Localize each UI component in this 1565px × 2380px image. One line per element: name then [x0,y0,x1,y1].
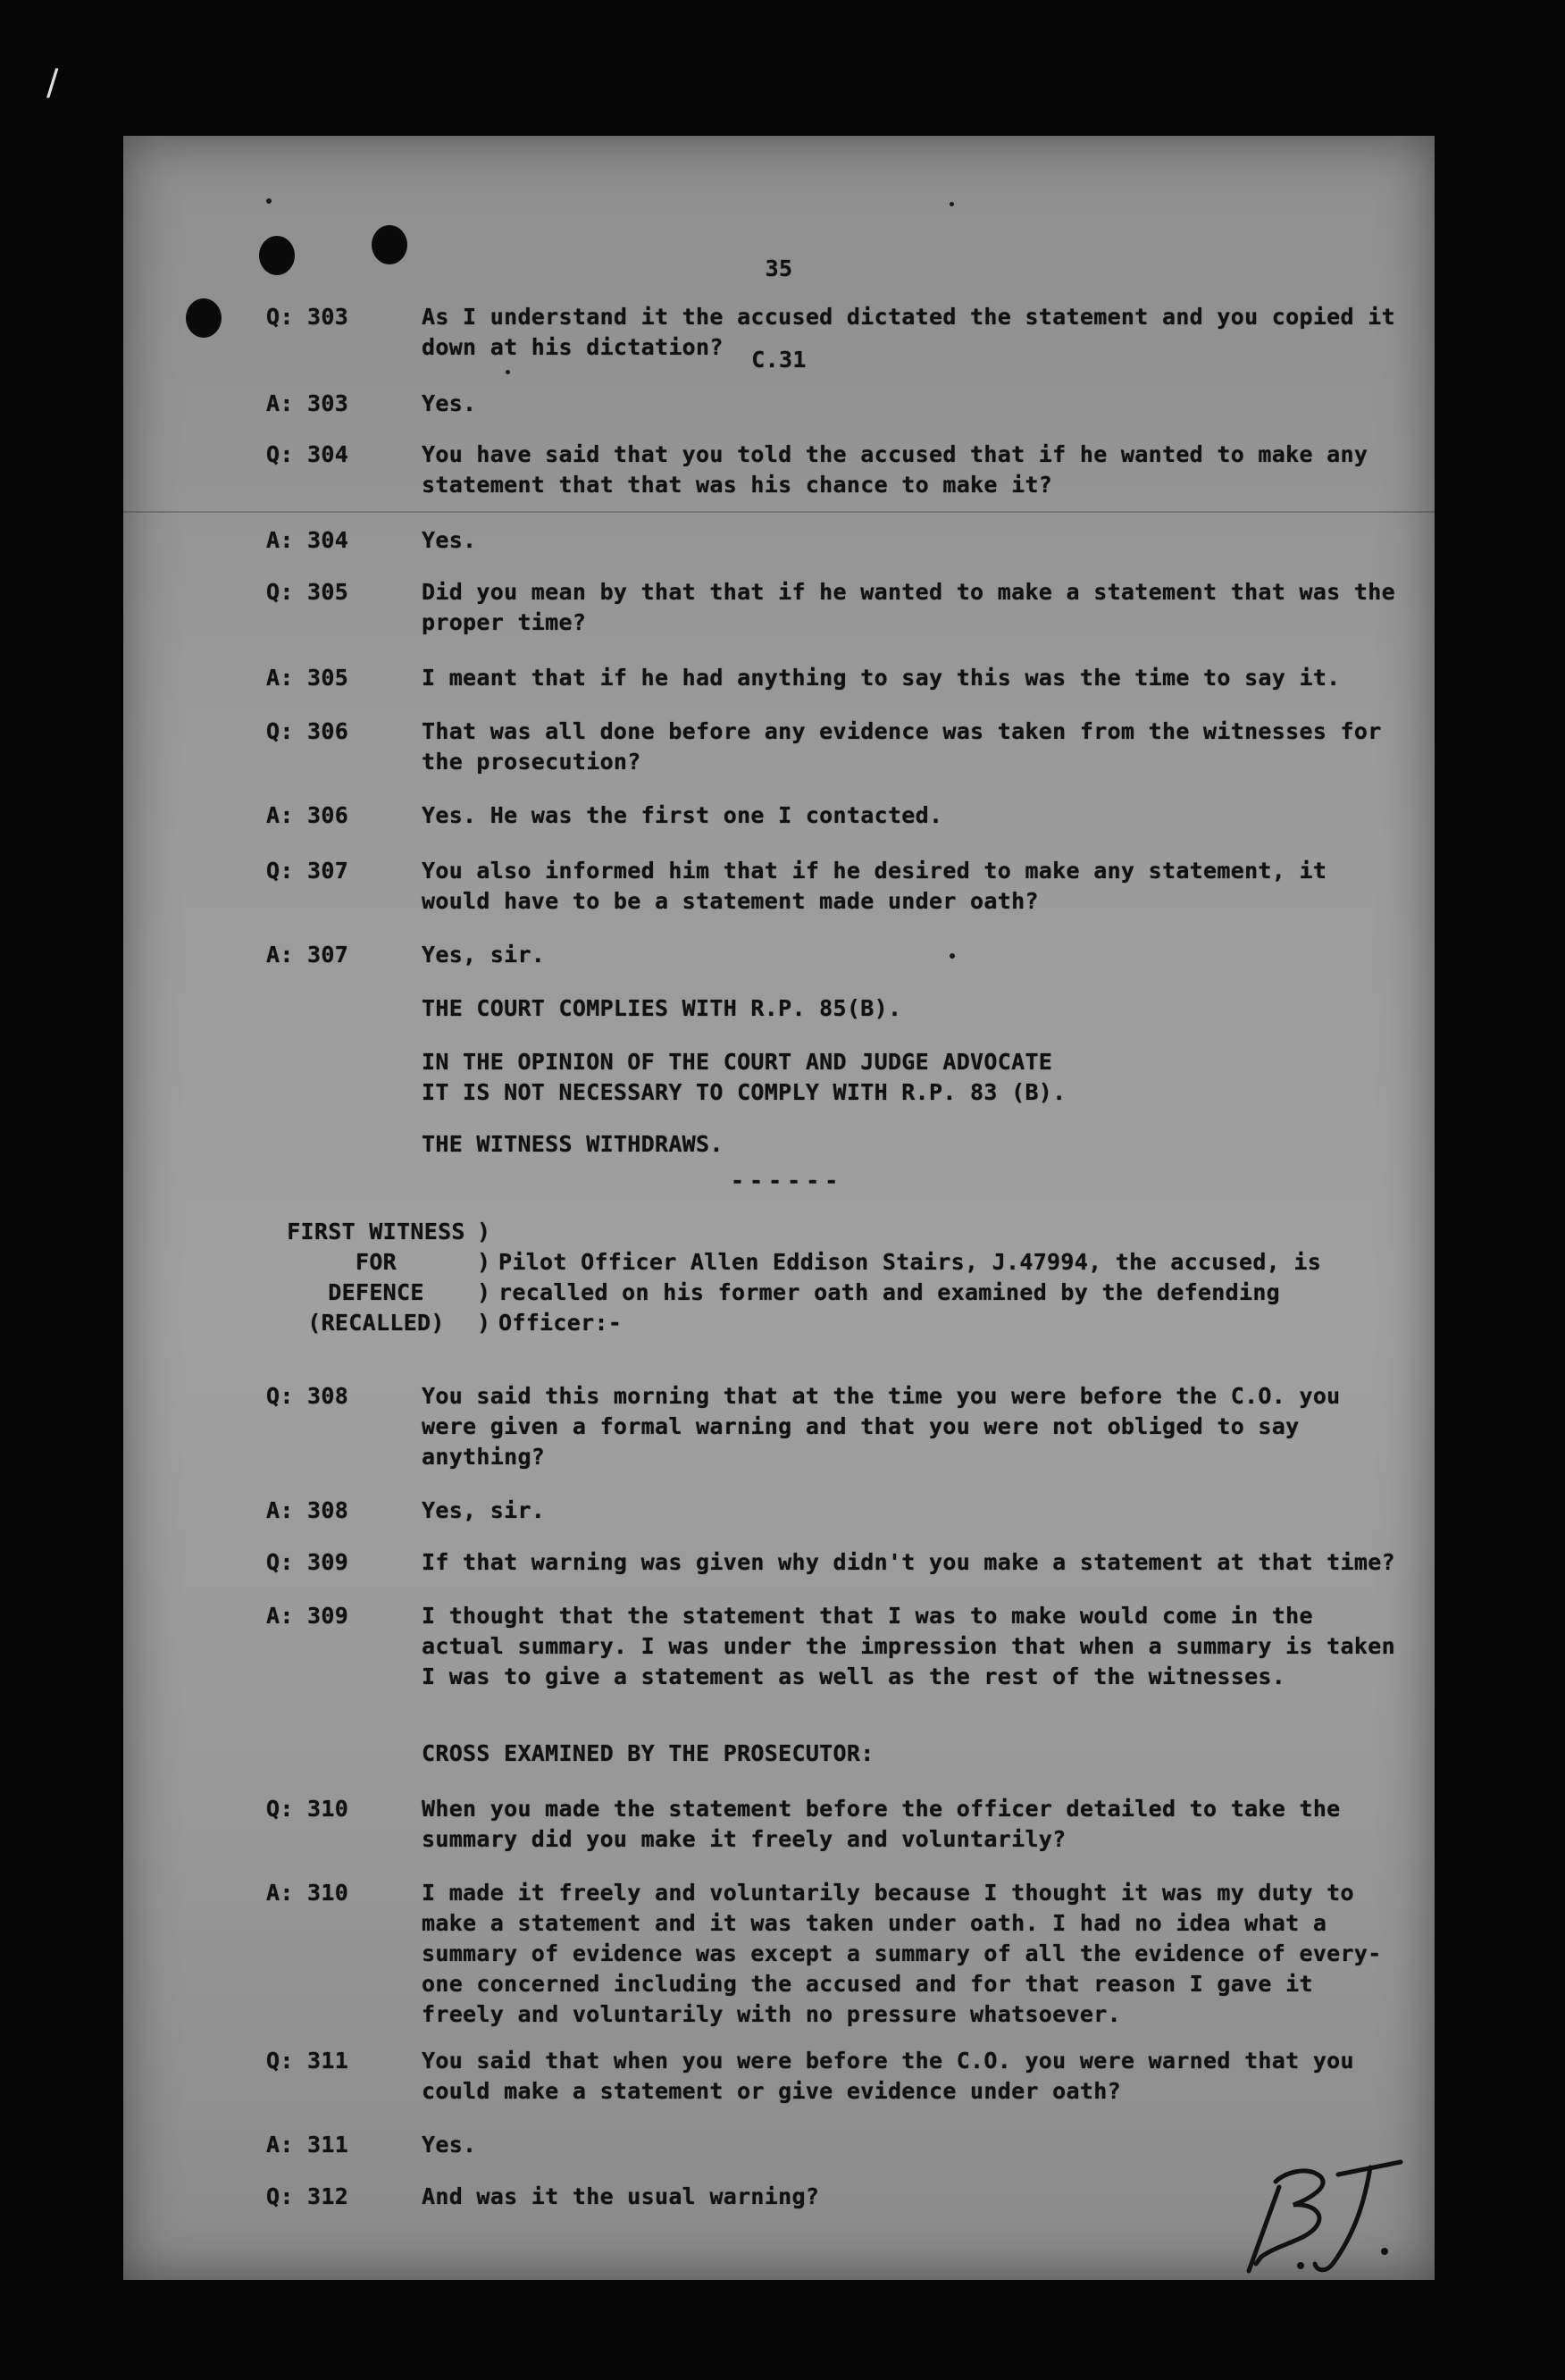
entry-text: When you made the statement before the officer detailed to take the summary did you make it freely and voluntarily? [422,1796,1341,1852]
entry-label: A: 309 [266,1603,349,1629]
cross-exam-heading: CROSS EXAMINED BY THE PROSECUTOR: [422,1740,875,1766]
entry-label: A: 304 [266,527,349,553]
entry-text: Yes. [422,390,477,416]
entry-label: A: 308 [266,1497,349,1523]
entry-label: Q: 309 [266,1549,349,1575]
edge-mark: / [46,63,59,104]
court-note: THE COURT COMPLIES WITH R.P. 85(B). [422,995,902,1021]
entry-label: Q: 308 [266,1383,349,1409]
section-separator: ------ [731,1168,844,1194]
handwritten-initials [1222,2146,1419,2280]
court-note: IN THE OPINION OF THE COURT AND JUDGE ADVOCATE IT IS NOT NECESSARY TO COMPLY WITH R.P. 83 (B). [422,1049,1067,1105]
page-number: 35 [765,256,793,281]
entry-label: Q: 310 [266,1796,349,1822]
entry-text: You also informed him that if he desired to make any statement, it would have to be a statement made under oath? [422,858,1327,914]
entry-text: I thought that the statement that I was to make would come in the actual summary. I was under the impression that when a summary is taken I was to give a statement as well as the rest of the witnesses. [422,1603,1395,1689]
entry-text: That was all done before any evidence was taken from the witnesses for the prosecution? [422,718,1382,775]
entry-text: Yes. [422,2132,477,2158]
entry-text: I made it freely and voluntarily because I thought it was my duty to make a statement and it was taken under oath. I had no idea what a summary of evidence was except a summary of all the evidence of every-one concerned including the accused and for that reason I gave it freely and voluntarily with no pressure whatsoever. [422,1880,1382,2027]
section-code: C.31 [751,347,807,373]
court-note: THE WITNESS WITHDRAWS. [422,1131,724,1157]
entry-label: Q: 303 [266,304,349,330]
entry-text: Yes. He was the first one I contacted. [422,802,943,828]
entry-text: I meant that if he had anything to say this was the time to say it. [422,665,1341,691]
entry-label: A: 311 [266,2132,349,2158]
entry-label: Q: 305 [266,579,349,605]
entry-text: You said this morning that at the time you were before the C.O. you were given a formal warning and that you were not obliged to say anything? [422,1383,1341,1470]
entry-text: You said that when you were before the C.O. you were warned that you could make a statement or give evidence under oath? [422,2048,1354,2104]
entry-label: A: 310 [266,1880,349,1906]
entry-label: A: 305 [266,665,349,691]
entry-label: A: 306 [266,802,349,828]
entry-label: Q: 312 [266,2183,349,2209]
entry-text: Yes, sir. [422,942,546,968]
entry-text: And was it the usual warning? [422,2183,820,2209]
entry-text: Did you mean by that that if he wanted to make a statement that was the proper time? [422,579,1395,635]
document-page [123,136,1435,2280]
witness-brace: ) ) ) ) [477,1219,491,1336]
entry-text: You have said that you told the accused that if he wanted to make any statement that that was his chance to make it? [422,441,1368,498]
entry-text: As I understand it the accused dictated the statement and you copied it down at his dictation? [422,304,1395,360]
witness-description: Pilot Officer Allen Eddison Stairs, J.47994, the accused, is recalled on his former oath and examined by the defending Officer:- [498,1249,1322,1336]
entry-label: Q: 307 [266,858,349,884]
entry-label: Q: 311 [266,2048,349,2074]
witness-heading: FIRST WITNESS FOR DEFENCE (RECALLED) [287,1219,465,1336]
entry-text: Yes, sir. [422,1497,546,1523]
entry-label: A: 303 [266,390,349,416]
entry-label: A: 307 [266,942,349,968]
entry-label: Q: 304 [266,441,349,467]
entry-label: Q: 306 [266,718,349,744]
entry-text: If that warning was given why didn't you make a statement at that time? [422,1549,1395,1575]
entry-text: Yes. [422,527,477,553]
